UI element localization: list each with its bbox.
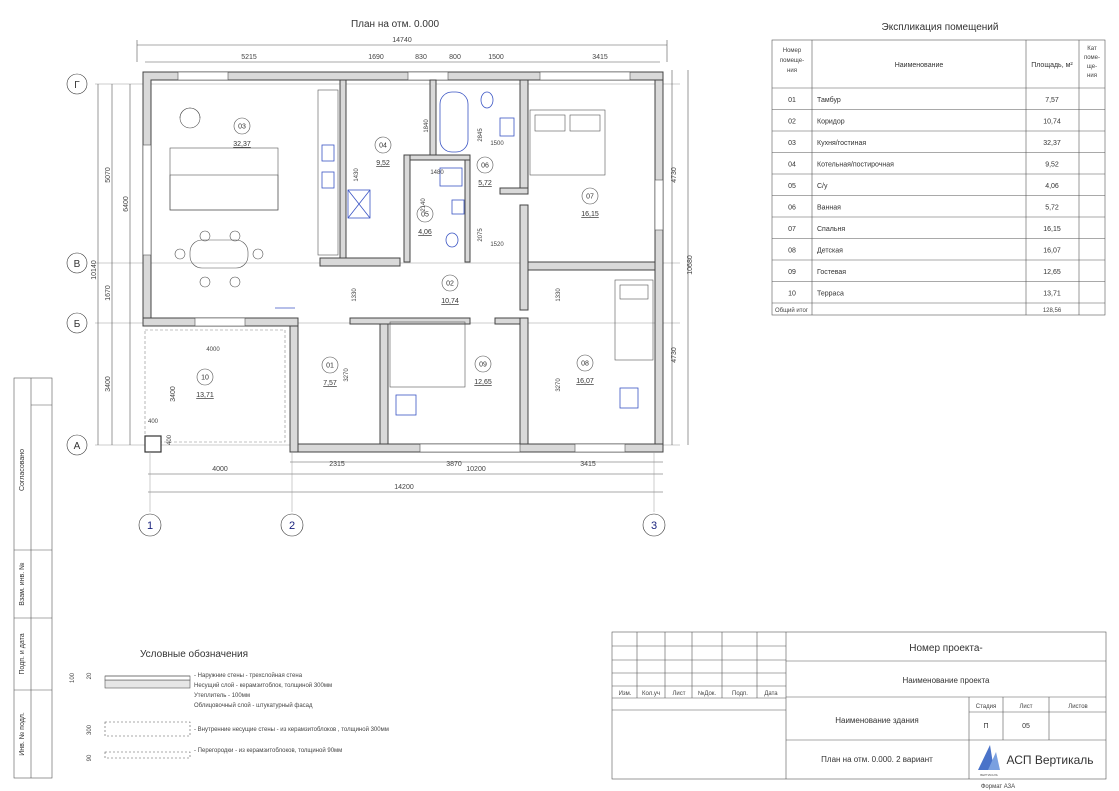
explication-title: Экспликация помещений (881, 22, 999, 33)
explication-row-area: 16,15 (1043, 226, 1061, 233)
room-number: 05 (421, 211, 429, 219)
explication-row-num: 06 (788, 204, 796, 212)
dim-inner-12: 3270 (556, 378, 562, 392)
axis-1: 1 (146, 520, 154, 532)
room-area: 5,72 (478, 180, 492, 187)
dim-overall-top: 14740 (392, 37, 412, 44)
explication-header-name: Наименование (894, 62, 944, 69)
explication-header-area: Площадь, м² (1031, 62, 1073, 69)
legend-1-line-2: Несущий слой - керамзитоблок, толщиной 300мм (194, 683, 333, 689)
dim-left-inner-1: 6400 (123, 196, 130, 212)
explication-row-area: 7,57 (1045, 97, 1059, 104)
room-area: 16,07 (576, 378, 594, 385)
svg-text:Номер: Номер (782, 48, 802, 54)
explication-row-area: 16,07 (1043, 247, 1061, 255)
svg-text:поме-: поме- (1083, 55, 1101, 61)
legend-dim-1b: 20 (87, 672, 93, 680)
axis-v: В (73, 259, 81, 270)
room-number: 09 (479, 361, 487, 369)
explication-row-name: С/у (817, 183, 828, 190)
explication-row-name: Котельная/постирочная (817, 161, 894, 169)
explication-row-area: 10,74 (1043, 118, 1061, 126)
explication-row-area: 4,06 (1045, 183, 1059, 190)
explication-row-num: 01 (788, 97, 796, 104)
tb-sheet: 05 (1022, 723, 1030, 730)
explication-row-num: 09 (788, 269, 796, 276)
tb-building-name: Наименование здания (835, 716, 919, 725)
dim-bottom-1: 2315 (329, 461, 345, 468)
dim-left-2: 1670 (105, 285, 112, 301)
tb-sheets-label: Листов (1068, 704, 1088, 710)
tb-sheet-label: Лист (1019, 704, 1033, 710)
explication-row-name: Ванная (817, 204, 841, 212)
explication-row-area: 12,65 (1043, 269, 1061, 276)
explication-row-num: 05 (788, 183, 796, 190)
explication-row-name: Гостевая (817, 269, 847, 276)
svg-text:ния: ния (787, 68, 797, 74)
dim-inner-13: 4000 (206, 347, 220, 353)
room-number: 06 (481, 162, 489, 170)
room-number: 07 (586, 193, 594, 201)
dim-bottom-overall: 14200 (394, 484, 414, 491)
svg-text:ще-: ще- (1086, 64, 1098, 70)
explication-row-num: 04 (788, 161, 796, 169)
room-area: 7,57 (323, 380, 337, 387)
dim-inner-5: 1480 (430, 170, 444, 176)
axis-b: Б (73, 319, 81, 330)
room-area: 12,65 (474, 379, 492, 386)
explication-row-name: Детская (817, 247, 843, 255)
room-area: 4,06 (418, 229, 432, 236)
dim-inner-2: 1430 (354, 168, 360, 182)
dim-right-2: 4730 (671, 347, 678, 363)
explication-row-area: 32,37 (1043, 140, 1061, 147)
room-number: 03 (238, 123, 246, 131)
dim-inner-3: 2845 (478, 128, 484, 142)
room-number: 01 (326, 362, 334, 370)
explication-row-name: Терраса (817, 290, 844, 298)
tb-project-name: Наименование проекта (902, 676, 990, 685)
dim-top-1: 5215 (241, 54, 257, 61)
dim-right-1: 4730 (671, 167, 678, 183)
legend-title: Условные обозначения (140, 649, 249, 660)
room-number: 04 (379, 142, 387, 150)
dim-bottom-3: 3415 (580, 461, 596, 468)
room-number: 10 (201, 374, 209, 382)
tb-format: Формат А3А (980, 784, 1016, 790)
stamp-agreed: Согласовано (19, 448, 26, 492)
explication-row-num: 08 (788, 247, 796, 255)
stamp-sign-date: Подп. и дата (19, 633, 26, 675)
legend-dim-2: 300 (87, 724, 93, 736)
dim-top-6: 3415 (592, 54, 608, 61)
room-area: 13,71 (196, 392, 214, 399)
dim-inner-8: 1520 (490, 242, 504, 248)
explication-row-num: 02 (788, 118, 796, 126)
svg-text:Кат: Кат (1087, 46, 1097, 52)
tb-project-number: Номер проекта- (909, 643, 983, 654)
legend-1-line-1: - Наружние стены - трехслойная стена (194, 673, 303, 679)
dim-inner-10: 3270 (344, 368, 350, 382)
legend-1-line-4: Облицовочный слой - штукатурный фасад (194, 703, 313, 709)
room-area: 9,52 (376, 160, 390, 167)
room-number: 08 (581, 360, 589, 368)
explication-row-num: 07 (788, 226, 796, 233)
legend-dim-1a: 100 (70, 672, 76, 684)
dim-left-1: 5070 (105, 167, 112, 183)
room-area: 16,15 (581, 211, 599, 218)
room-area: 10,74 (441, 298, 459, 305)
tb-col-doc: №Док. (697, 691, 717, 697)
axis-a: А (73, 441, 81, 452)
tb-col-list: Лист (672, 691, 686, 697)
explication-row-num: 03 (788, 140, 796, 147)
tb-col-date: Дата (764, 691, 778, 697)
company-sub: ВЕРТИКАЛЬ (980, 773, 998, 777)
dim-bottom-overall2: 10200 (466, 466, 486, 473)
legend-1-line-3: Утеплитель - 100мм (194, 693, 250, 699)
explication-row-area: 13,71 (1043, 290, 1061, 298)
explication-row-name: Кухня/гостиная (817, 140, 867, 147)
legend-dim-3: 90 (87, 754, 93, 762)
stamp-inv: Инв. № подл. (19, 712, 26, 756)
tb-col-izm: Изм. (618, 691, 632, 697)
dim-top-4: 800 (449, 54, 461, 61)
company-name: АСП Вертикаль (1006, 753, 1094, 767)
legend-2-line-1: - Внутренние несущие стены - из керамзитоблоков , толщиной 300мм (194, 727, 389, 733)
dim-inner-7: 2075 (478, 228, 484, 242)
dim-left-overall: 10140 (91, 260, 98, 280)
legend-3-line-1: - Перегородки - из керамзитоблоков, толщиной 90мм (194, 748, 343, 754)
explication-row-name: Спальня (817, 226, 846, 233)
explication-row-name: Тамбур (817, 97, 841, 104)
axis-3: 3 (650, 520, 658, 532)
tb-stage-label: Стадия (975, 704, 997, 710)
explication-row-name: Коридор (817, 118, 845, 126)
tb-col-sign: Подп. (732, 691, 748, 697)
tb-col-kol: Кол.уч (642, 691, 660, 697)
explication-row-area: 9,52 (1045, 161, 1059, 169)
svg-text:помеще-: помеще- (779, 58, 805, 64)
dim-bottom-2: 3870 (446, 461, 462, 468)
dim-right-overall: 10680 (687, 255, 694, 275)
dim-inner-15: 400 (167, 434, 173, 446)
dim-inner-1: 1840 (424, 119, 430, 133)
axis-g: Г (74, 80, 80, 91)
dim-inner-14: 400 (147, 419, 159, 425)
plan-title: План на отм. 0.000 (350, 19, 440, 30)
explication-total-label: Общий итог (775, 308, 808, 314)
svg-text:ния: ния (1087, 73, 1097, 79)
dim-top-3: 830 (415, 54, 427, 61)
explication-row-num: 10 (788, 290, 796, 298)
tb-sheet-name: План на отм. 0.000. 2 вариант (821, 755, 933, 764)
dim-inner-9: 1330 (352, 288, 358, 302)
stamp-replaced: Взам. инв. № (19, 562, 26, 606)
room-area: 32,37 (233, 141, 251, 148)
dim-bottom-left: 4000 (212, 466, 228, 473)
dim-inner-11: 1330 (556, 288, 562, 302)
tb-stage: П (983, 723, 989, 730)
explication-total-area: 128,56 (1042, 308, 1062, 314)
dim-left-inner-2: 3400 (170, 386, 177, 402)
dim-inner-6: 2140 (421, 198, 427, 212)
dim-inner-4: 1500 (490, 141, 504, 147)
dim-top-5: 1500 (488, 54, 504, 61)
dim-left-3: 3400 (105, 376, 112, 392)
axis-2: 2 (288, 520, 296, 532)
explication-row-area: 5,72 (1045, 204, 1059, 212)
room-number: 02 (446, 280, 454, 288)
dim-top-2: 1690 (368, 54, 384, 61)
